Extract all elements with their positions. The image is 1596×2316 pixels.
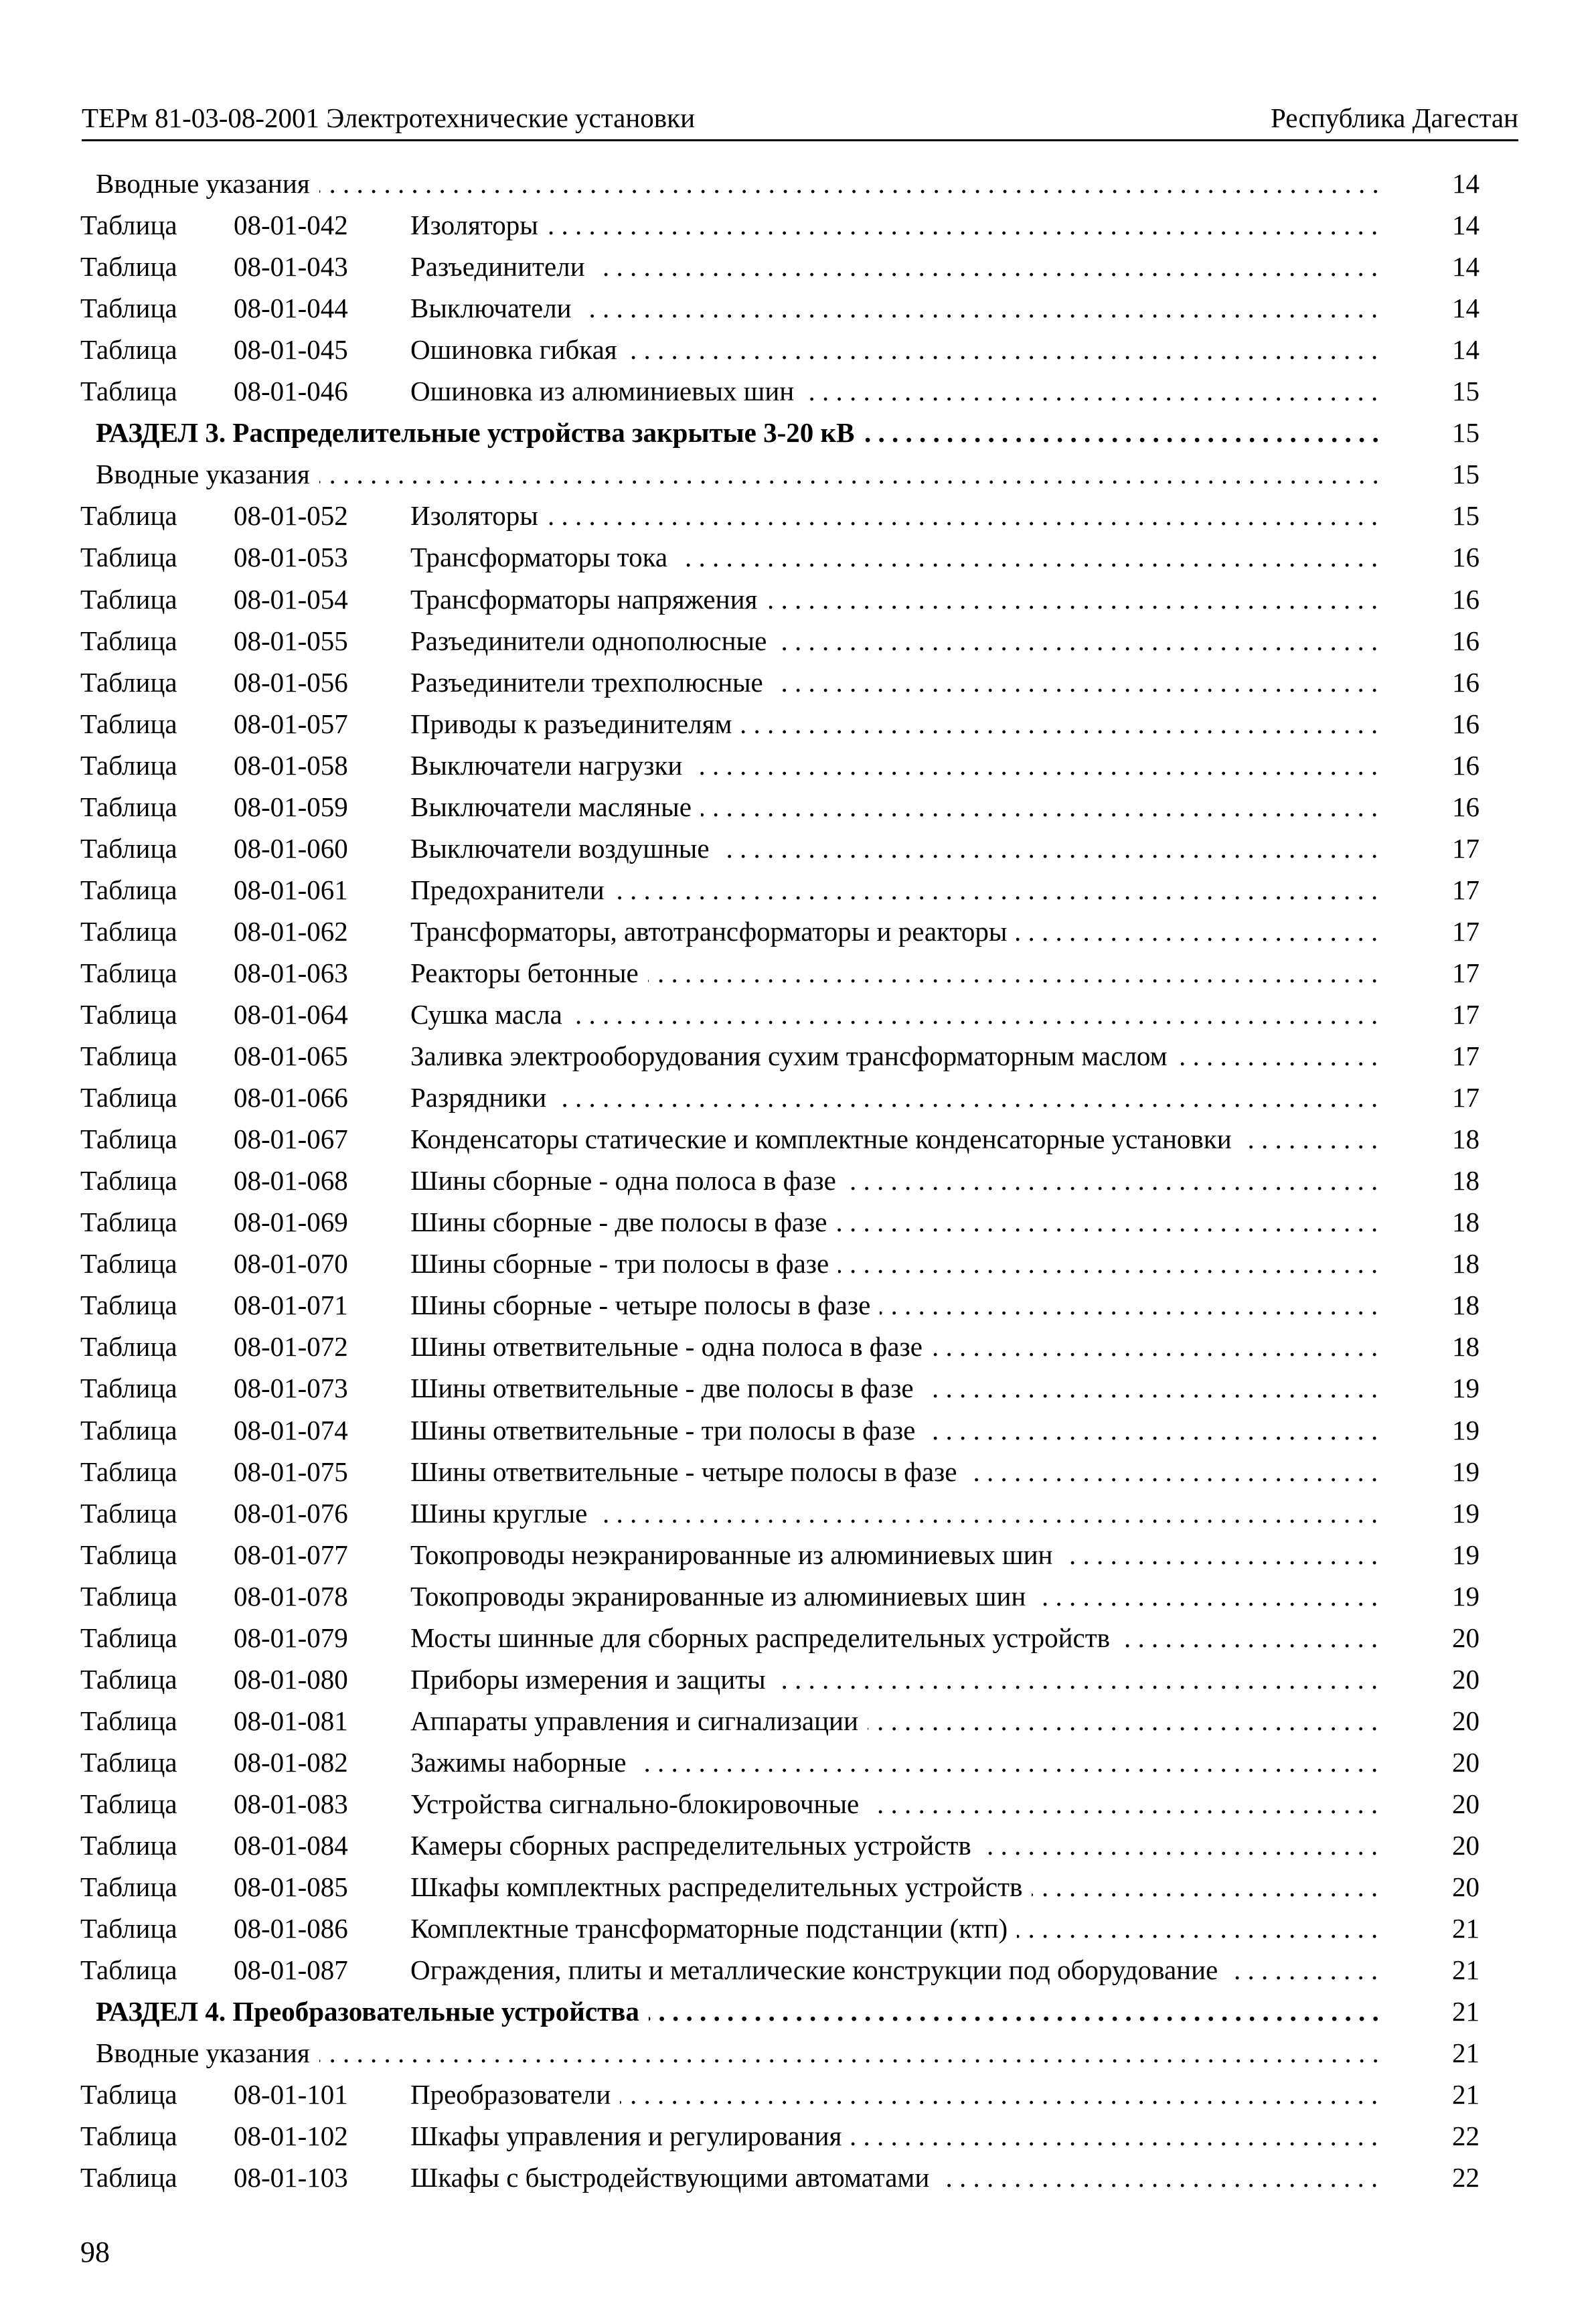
- toc-title-text: Шкафы с быстродействующими автоматами: [410, 2162, 939, 2193]
- toc-kind: Таблица: [80, 2162, 177, 2193]
- toc-row: [0, 786, 1596, 828]
- toc-kind: Таблица: [80, 1497, 177, 1529]
- toc-table-code: 08-01-070: [234, 1248, 348, 1280]
- toc-title: [410, 1451, 1378, 1492]
- toc-title: [410, 1617, 1378, 1658]
- toc-title: [410, 1160, 1378, 1201]
- toc-title: [410, 1367, 1378, 1409]
- toc-row: [0, 1035, 1596, 1077]
- toc-title-text: Ошиновка гибкая: [410, 334, 627, 365]
- toc-table-code: 08-01-103: [234, 2162, 348, 2193]
- toc-page: 15: [1452, 376, 1480, 407]
- toc-page: 20: [1452, 1871, 1480, 1903]
- toc-page: 14: [1452, 210, 1480, 241]
- toc-page: 21: [1452, 2079, 1480, 2110]
- toc-page: 18: [1452, 1248, 1480, 1280]
- toc-kind: Таблица: [80, 210, 177, 241]
- toc-row: [0, 828, 1596, 869]
- toc-title: [410, 1077, 1378, 1118]
- toc-title: [410, 1575, 1378, 1617]
- toc-title-text: Трансформаторы, автотрансформаторы и реакторы: [410, 916, 1016, 947]
- toc-intro: [96, 163, 1378, 204]
- toc-title-text: Комплектные трансформаторные подстанции (ктп): [410, 1913, 1017, 1944]
- toc-table-code: 08-01-076: [234, 1497, 348, 1529]
- toc-kind: Таблица: [80, 1580, 177, 1612]
- toc-kind: Таблица: [80, 625, 177, 656]
- toc-row: [0, 1534, 1596, 1575]
- toc-kind: Таблица: [80, 1788, 177, 1819]
- toc-table-code: 08-01-059: [234, 791, 348, 822]
- toc-table-code: 08-01-055: [234, 625, 348, 656]
- toc-page: 21: [1452, 1913, 1480, 1944]
- header-region: Республика Дагестан: [1271, 102, 1518, 133]
- toc-kind: Таблица: [80, 1207, 177, 1238]
- toc-page: 14: [1452, 293, 1480, 324]
- toc-title: [410, 1492, 1378, 1534]
- toc-page: 22: [1452, 2162, 1480, 2193]
- toc-title-text: Шины ответвительные - три полосы в фазе: [410, 1415, 925, 1446]
- toc-title-text: Трансформаторы тока: [410, 542, 677, 572]
- toc-page: 18: [1452, 1124, 1480, 1155]
- toc-table-code: 08-01-060: [234, 832, 348, 864]
- toc-table-code: 08-01-079: [234, 1622, 348, 1653]
- toc-title: [410, 1742, 1378, 1783]
- toc-intro-row: [0, 453, 1596, 495]
- toc-kind: Таблица: [80, 583, 177, 615]
- toc-table-code: 08-01-074: [234, 1414, 348, 1446]
- toc-kind: Таблица: [80, 1746, 177, 1778]
- toc-kind: Таблица: [80, 915, 177, 947]
- toc-row: [0, 1367, 1596, 1409]
- toc-row: [0, 1492, 1596, 1534]
- toc-row: [0, 1700, 1596, 1742]
- toc-page: 15: [1452, 417, 1480, 449]
- toc-title-text: Шины ответвительные - четыре полосы в фазе: [410, 1456, 966, 1487]
- toc-title-text: Шины сборные - две полосы в фазе: [410, 1207, 837, 1237]
- toc-intro: [96, 453, 1378, 495]
- toc-section-heading: [96, 1991, 1378, 2032]
- toc-row: [0, 495, 1596, 536]
- toc-title-text: Устройства сигнально-блокировочные: [410, 1788, 868, 1819]
- toc-title: [410, 370, 1378, 412]
- toc-row: [0, 1451, 1596, 1492]
- toc-page: 21: [1452, 1954, 1480, 1986]
- toc-title-text: Шкафы комплектных распределительных устройств: [410, 1871, 1032, 1902]
- toc-table-code: 08-01-071: [234, 1290, 348, 1321]
- toc-row: [0, 1077, 1596, 1118]
- toc-title: [410, 745, 1378, 786]
- toc-table-code: 08-01-065: [234, 1040, 348, 1072]
- toc-row: [0, 370, 1596, 412]
- toc-row: [0, 1658, 1596, 1700]
- toc-kind: Таблица: [80, 1456, 177, 1487]
- toc-kind: Таблица: [80, 708, 177, 739]
- toc-kind: Таблица: [80, 1913, 177, 1944]
- toc-kind: Таблица: [80, 251, 177, 283]
- toc-title: [410, 620, 1378, 662]
- toc-table-code: 08-01-054: [234, 583, 348, 615]
- toc-title-text: Шины ответвительные - одна полоса в фазе: [410, 1331, 932, 1362]
- toc-title-text: Заливка электрооборудования сухим трансформаторным маслом: [410, 1040, 1177, 1071]
- toc-table-code: 08-01-067: [234, 1124, 348, 1155]
- toc-title-text: Преобразователи: [410, 2079, 620, 2110]
- toc-table-code: 08-01-058: [234, 749, 348, 781]
- toc-page: 16: [1452, 791, 1480, 822]
- toc-table-code: 08-01-057: [234, 708, 348, 739]
- toc-kind: Таблица: [80, 2120, 177, 2152]
- header-document-title: ТЕРм 81-03-08-2001 Электротехнические установки: [82, 102, 696, 133]
- toc-row: [0, 662, 1596, 703]
- toc-title-text: Разъединители: [410, 251, 594, 282]
- toc-page: 18: [1452, 1165, 1480, 1196]
- toc-table-code: 08-01-062: [234, 915, 348, 947]
- toc-title: [410, 1534, 1378, 1575]
- toc-row: [0, 1783, 1596, 1825]
- toc-table-code: 08-01-069: [234, 1207, 348, 1238]
- toc-table-code: 08-01-084: [234, 1830, 348, 1861]
- toc-kind: Таблица: [80, 791, 177, 822]
- toc-page: 16: [1452, 583, 1480, 615]
- toc-row: [0, 620, 1596, 662]
- toc-kind: Таблица: [80, 1830, 177, 1861]
- toc-kind: Таблица: [80, 1331, 177, 1363]
- toc-title-text: Разъединители однополюсные: [410, 625, 776, 656]
- toc-row: [0, 536, 1596, 578]
- toc-title: [410, 2157, 1378, 2198]
- toc-kind: Таблица: [80, 376, 177, 407]
- toc-row: [0, 1326, 1596, 1367]
- toc-page: 15: [1452, 500, 1480, 532]
- toc-section-row: [0, 412, 1596, 453]
- toc-kind: Таблица: [80, 1124, 177, 1155]
- toc-table-code: 08-01-043: [234, 251, 348, 283]
- toc-table-code: 08-01-085: [234, 1871, 348, 1903]
- toc-page: 14: [1452, 251, 1480, 283]
- toc-page: 17: [1452, 999, 1480, 1030]
- toc-table-code: 08-01-056: [234, 666, 348, 698]
- toc-intro-row: [0, 163, 1596, 204]
- toc-section-text: РАЗДЕЛ 3. Распределительные устройства закрытые 3-20 кВ: [96, 417, 864, 448]
- toc-kind: Таблица: [80, 666, 177, 698]
- toc-row: [0, 1201, 1596, 1243]
- toc-title-text: Аппараты управления и сигнализации: [410, 1705, 868, 1736]
- toc-page: 17: [1452, 1082, 1480, 1113]
- toc-title: [410, 1700, 1378, 1742]
- toc-title-text: Токопроводы экранированные из алюминиевых шин: [410, 1581, 1035, 1612]
- toc-kind: Таблица: [80, 1040, 177, 1072]
- toc-page: 20: [1452, 1705, 1480, 1736]
- toc-page: 17: [1452, 832, 1480, 864]
- toc-row: [0, 1575, 1596, 1617]
- toc-row: [0, 1243, 1596, 1284]
- toc-row: [0, 246, 1596, 287]
- toc-table-code: 08-01-063: [234, 957, 348, 988]
- toc-table-code: 08-01-077: [234, 1539, 348, 1570]
- toc-kind: Таблица: [80, 293, 177, 324]
- toc-title: [410, 952, 1378, 994]
- toc-title-text: Выключатели воздушные: [410, 833, 719, 864]
- toc-page: 16: [1452, 749, 1480, 781]
- toc-kind: Таблица: [80, 1871, 177, 1903]
- toc-title-text: Разрядники: [410, 1082, 556, 1113]
- toc-title: [410, 287, 1378, 329]
- toc-title: [410, 1118, 1378, 1160]
- toc-table-code: 08-01-064: [234, 999, 348, 1030]
- toc-title: [410, 578, 1378, 620]
- toc-title: [410, 662, 1378, 703]
- toc-title: [410, 536, 1378, 578]
- toc-title-text: Приборы измерения и защиты: [410, 1664, 775, 1695]
- toc-page: 20: [1452, 1788, 1480, 1819]
- toc-kind: Таблица: [80, 1082, 177, 1113]
- toc-title: [410, 2074, 1378, 2115]
- toc-kind: Таблица: [80, 1290, 177, 1321]
- toc-table-code: 08-01-078: [234, 1580, 348, 1612]
- toc-row: [0, 1866, 1596, 1908]
- toc-kind: Таблица: [80, 1373, 177, 1404]
- toc-row: [0, 1409, 1596, 1451]
- toc-page: 15: [1452, 459, 1480, 490]
- toc-section-text: РАЗДЕЛ 4. Преобразовательные устройства: [96, 1996, 649, 2027]
- toc-title: [410, 1866, 1378, 1908]
- toc-table-code: 08-01-101: [234, 2079, 348, 2110]
- toc-row: [0, 1160, 1596, 1201]
- toc-kind: Таблица: [80, 999, 177, 1030]
- toc-table-code: 08-01-073: [234, 1373, 348, 1404]
- toc-title: [410, 1326, 1378, 1367]
- toc-page: 18: [1452, 1290, 1480, 1321]
- toc-kind: Таблица: [80, 500, 177, 532]
- toc-title: [410, 911, 1378, 952]
- toc-row: [0, 287, 1596, 329]
- toc-table-code: 08-01-052: [234, 500, 348, 532]
- toc-kind: Таблица: [80, 1414, 177, 1446]
- toc-table-code: 08-01-066: [234, 1082, 348, 1113]
- toc-kind: Таблица: [80, 1539, 177, 1570]
- toc-title: [410, 703, 1378, 745]
- toc-title: [410, 2115, 1378, 2157]
- toc-table-code: 08-01-081: [234, 1705, 348, 1736]
- toc-row: [0, 2157, 1596, 2198]
- toc-row: [0, 869, 1596, 911]
- toc-title-text: Сушка масла: [410, 999, 572, 1030]
- toc-row: [0, 1284, 1596, 1326]
- toc-page: 19: [1452, 1414, 1480, 1446]
- toc-row: [0, 2115, 1596, 2157]
- toc-title: [410, 1908, 1378, 1949]
- toc-page: 14: [1452, 168, 1480, 199]
- toc-page: 18: [1452, 1331, 1480, 1363]
- toc-page: 20: [1452, 1746, 1480, 1778]
- toc-title-text: Шины ответвительные - две полосы в фазе: [410, 1373, 923, 1403]
- toc-title-text: Реакторы бетонные: [410, 957, 648, 988]
- toc-title: [410, 329, 1378, 370]
- toc-row: [0, 1949, 1596, 1991]
- toc-table-code: 08-01-053: [234, 542, 348, 573]
- toc-title-text: Конденсаторы статические и комплектные конденсаторные установки: [410, 1124, 1241, 1154]
- toc-title-text: Предохранители: [410, 874, 614, 905]
- toc-title-text: Выключатели масляные: [410, 791, 701, 822]
- toc-page: 22: [1452, 2120, 1480, 2152]
- toc-intro-text: Вводные указания: [96, 168, 319, 199]
- toc-row: [0, 329, 1596, 370]
- toc-page: 17: [1452, 915, 1480, 947]
- toc-page: 17: [1452, 1040, 1480, 1072]
- toc-row: [0, 2074, 1596, 2115]
- toc-row: [0, 1617, 1596, 1658]
- toc-title: [410, 828, 1378, 869]
- toc-table-code: 08-01-072: [234, 1331, 348, 1363]
- toc-kind: Таблица: [80, 874, 177, 905]
- toc-title-text: Выключатели: [410, 293, 581, 323]
- toc-title-text: Ошиновка из алюминиевых шин: [410, 376, 803, 406]
- toc-page: 14: [1452, 334, 1480, 366]
- toc-title-text: Трансформаторы напряжения: [410, 584, 767, 615]
- toc-row: [0, 745, 1596, 786]
- toc-intro-text: Вводные указания: [96, 459, 319, 489]
- toc-kind: Таблица: [80, 2079, 177, 2110]
- toc-title: [410, 1949, 1378, 1991]
- toc-page: 21: [1452, 2037, 1480, 2069]
- toc-table-code: 08-01-075: [234, 1456, 348, 1487]
- toc-kind: Таблица: [80, 1954, 177, 1986]
- toc-title: [410, 994, 1378, 1035]
- toc-table-code: 08-01-082: [234, 1746, 348, 1778]
- toc-table-code: 08-01-061: [234, 874, 348, 905]
- toc-page: 16: [1452, 625, 1480, 656]
- toc-page: 20: [1452, 1663, 1480, 1695]
- toc-kind: Таблица: [80, 1622, 177, 1653]
- toc-title-text: Шкафы управления и регулирования: [410, 2120, 851, 2151]
- toc-row: [0, 204, 1596, 246]
- toc-kind: Таблица: [80, 334, 177, 366]
- toc-kind: Таблица: [80, 1165, 177, 1196]
- toc-title: [410, 246, 1378, 287]
- toc-title: [410, 1201, 1378, 1243]
- toc-page: 19: [1452, 1373, 1480, 1404]
- toc-page: 17: [1452, 874, 1480, 905]
- toc-kind: Таблица: [80, 1663, 177, 1695]
- toc-kind: Таблица: [80, 749, 177, 781]
- toc-table-code: 08-01-080: [234, 1663, 348, 1695]
- toc-title-text: Изоляторы: [410, 210, 548, 240]
- toc-kind: Таблица: [80, 832, 177, 864]
- toc-title-text: Токопроводы неэкранированные из алюминиевых шин: [410, 1539, 1062, 1570]
- toc-table-code: 08-01-083: [234, 1788, 348, 1819]
- toc-row: [0, 703, 1596, 745]
- toc-intro: [96, 2032, 1378, 2074]
- toc-row: [0, 911, 1596, 952]
- toc-page: 18: [1452, 1207, 1480, 1238]
- toc-page: 19: [1452, 1456, 1480, 1487]
- toc-title: [410, 786, 1378, 828]
- toc-title-text: Шины сборные - одна полоса в фазе: [410, 1165, 846, 1196]
- toc-title: [410, 1825, 1378, 1866]
- toc-title-text: Шины сборные - три полосы в фазе: [410, 1248, 838, 1279]
- toc-title: [410, 1243, 1378, 1284]
- toc-page: 19: [1452, 1497, 1480, 1529]
- toc-intro-row: [0, 2032, 1596, 2074]
- toc-title: [410, 1035, 1378, 1077]
- toc-title-text: Изоляторы: [410, 500, 548, 531]
- toc-title: [410, 1284, 1378, 1326]
- toc-row: [0, 994, 1596, 1035]
- toc-title-text: Разъединители трехполюсные: [410, 667, 773, 698]
- toc-table-code: 08-01-102: [234, 2120, 348, 2152]
- toc-title-text: Ограждения, плиты и металлические конструкции под оборудование: [410, 1954, 1227, 1985]
- running-header: [82, 99, 1518, 141]
- toc-kind: Таблица: [80, 1705, 177, 1736]
- toc-title-text: Шины круглые: [410, 1498, 596, 1529]
- toc-row: [0, 1908, 1596, 1949]
- toc-title-text: Зажимы наборные: [410, 1747, 635, 1778]
- toc-section-row: [0, 1991, 1596, 2032]
- toc-table-code: 08-01-046: [234, 376, 348, 407]
- toc-title: [410, 495, 1378, 536]
- toc-intro-text: Вводные указания: [96, 2037, 319, 2068]
- toc-section-heading: [96, 412, 1378, 453]
- toc-table-code: 08-01-086: [234, 1913, 348, 1944]
- toc-title-text: Приводы к разъединителям: [410, 708, 741, 739]
- toc-title: [410, 869, 1378, 911]
- toc-title-text: Камеры сборных распределительных устройств: [410, 1830, 981, 1861]
- toc-row: [0, 1825, 1596, 1866]
- toc-row: [0, 578, 1596, 620]
- toc-page: 20: [1452, 1622, 1480, 1653]
- toc-title: [410, 1409, 1378, 1451]
- toc-page: 16: [1452, 708, 1480, 739]
- toc-kind: Таблица: [80, 957, 177, 988]
- toc-title: [410, 1783, 1378, 1825]
- toc-row: [0, 952, 1596, 994]
- toc-kind: Таблица: [80, 1248, 177, 1280]
- toc-title-text: Выключатели нагрузки: [410, 750, 692, 781]
- toc-page: 20: [1452, 1830, 1480, 1861]
- toc-table-code: 08-01-068: [234, 1165, 348, 1196]
- toc-page: 16: [1452, 666, 1480, 698]
- toc-title-text: Мосты шинные для сборных распределительных устройств: [410, 1622, 1119, 1653]
- toc-page: 19: [1452, 1580, 1480, 1612]
- toc-title: [410, 1658, 1378, 1700]
- toc-row: [0, 1118, 1596, 1160]
- toc-table-code: 08-01-042: [234, 210, 348, 241]
- toc-title: [410, 204, 1378, 246]
- toc-title-text: Шины сборные - четыре полосы в фазе: [410, 1290, 880, 1320]
- toc-row: [0, 1742, 1596, 1783]
- toc-table-code: 08-01-045: [234, 334, 348, 366]
- page-number: 98: [80, 2236, 110, 2268]
- toc-table-code: 08-01-087: [234, 1954, 348, 1986]
- toc-kind: Таблица: [80, 542, 177, 573]
- toc-page: 16: [1452, 542, 1480, 573]
- toc-page: 19: [1452, 1539, 1480, 1570]
- toc-page: 21: [1452, 1996, 1480, 2027]
- toc-page: 17: [1452, 957, 1480, 988]
- toc-table-code: 08-01-044: [234, 293, 348, 324]
